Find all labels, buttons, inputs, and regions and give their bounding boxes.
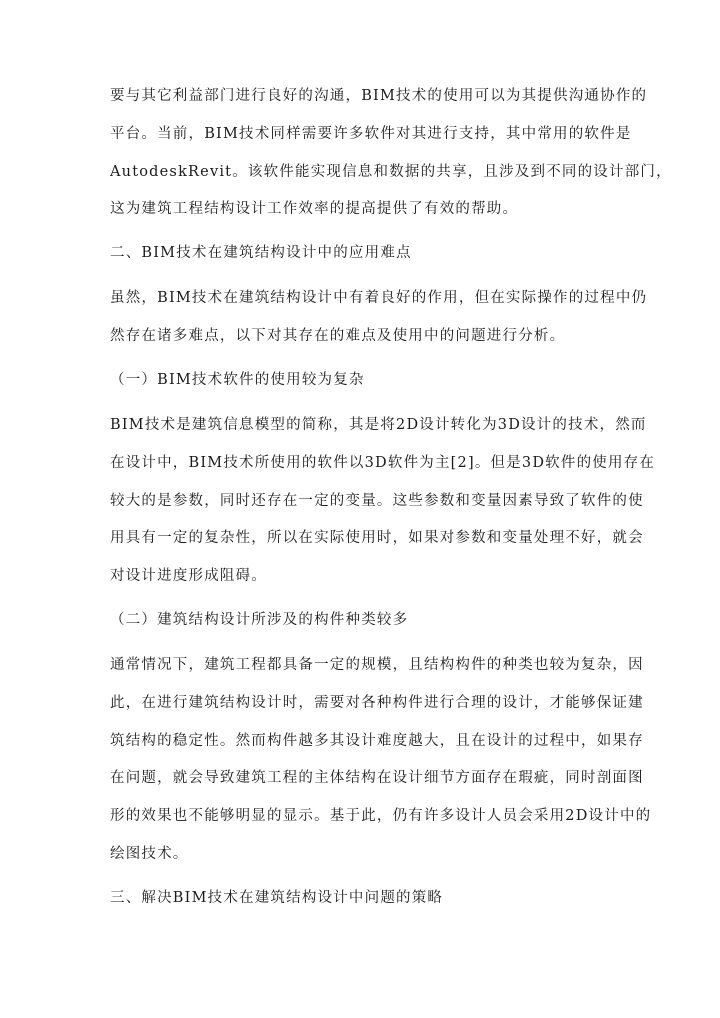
paragraph-1-line-2: 平台。当前，BIM技术同样需要许多软件对其进行支持，其中常用的软件是 — [110, 126, 632, 142]
subsection-heading-2: （二）建筑结构设计所涉及的构件种类较多 — [110, 612, 409, 628]
paragraph-1-line-4: 这为建筑工程结构设计工作效率的提高提供了有效的帮助。 — [110, 201, 519, 217]
paragraph-4-line-1: 通常情况下，建筑工程都具备一定的规模，且结构构件的种类也较为复杂，因 — [110, 657, 644, 673]
paragraph-4-line-4: 在问题，就会导致建筑工程的主体结构在设计细节方面存在瑕疵，同时剖面图 — [110, 770, 644, 786]
paragraph-3-line-3: 较大的是参数，同时还存在一定的变量。这些参数和变量因素导致了软件的使 — [110, 493, 644, 509]
section-heading-2: 二、BIM技术在建筑结构设计中的应用难点 — [110, 245, 412, 261]
paragraph-4-line-3: 筑结构的稳定性。然而构件越多其设计难度越大，且在设计的过程中，如果存 — [110, 733, 644, 749]
paragraph-1-line-1: 要与其它利益部门进行良好的沟通，BIM技术的使用可以为其提供沟通协作的 — [110, 88, 648, 104]
paragraph-4-line-6: 绘图技术。 — [110, 846, 189, 862]
paragraph-3-line-4: 用具有一定的复杂性，所以在实际使用时，如果对参数和变量处理不好，就会 — [110, 530, 644, 546]
paragraph-3-line-1: BIM技术是建筑信息模型的简称，其是将2D设计转化为3D设计的技术，然而 — [110, 417, 647, 433]
subsection-heading-1: （一）BIM技术软件的使用较为复杂 — [110, 372, 365, 388]
paragraph-1-line-3: AutodeskRevit。该软件能实现信息和数据的共享，且涉及到不同的设计部门， — [110, 164, 672, 180]
paragraph-2-line-1: 虽然，BIM技术在建筑结构设计中有着良好的作用，但在实际操作的过程中仍 — [110, 290, 648, 306]
paragraph-4-line-5: 形的效果也不能够明显的显示。基于此，仍有许多设计人员会采用2D设计中的 — [110, 808, 652, 824]
paragraph-3-line-5: 对设计进度形成阻碍。 — [110, 568, 267, 584]
paragraph-3-line-2: 在设计中，BIM技术所使用的软件以3D软件为主[2]。但是3D软件的使用存在 — [110, 455, 656, 471]
paragraph-2-line-2: 然存在诸多难点，以下对其存在的难点及使用中的问题进行分析。 — [110, 328, 566, 344]
section-heading-3: 三、解决BIM技术在建筑结构设计中问题的策略 — [110, 890, 444, 906]
paragraph-4-line-2: 此，在进行建筑结构设计时，需要对各种构件进行合理的设计，才能够保证建 — [110, 695, 644, 711]
